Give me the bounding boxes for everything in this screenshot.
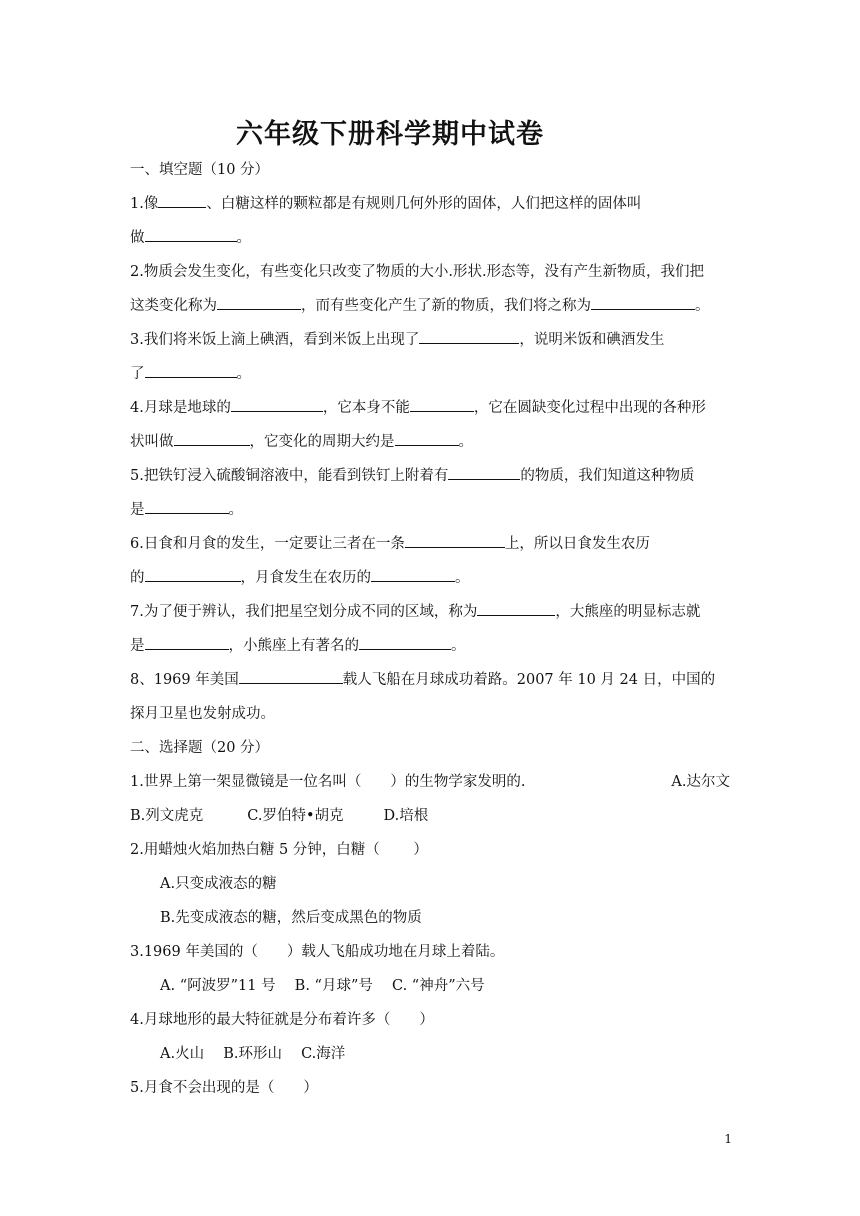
answer-blank[interactable] <box>395 431 459 446</box>
answer-blank[interactable] <box>158 193 206 208</box>
mc-question-4-options[interactable]: A.火山 B.环形山 C.海洋 <box>160 1046 346 1062</box>
answer-blank[interactable] <box>231 397 323 412</box>
answer-blank[interactable] <box>410 397 474 412</box>
option-c[interactable]: C.罗伯特•胡克 <box>247 808 344 824</box>
question-7-line-1: 7.为了便于辨认，我们把星空划分成不同的区域，称为 ，大熊座的明显标志就 <box>130 600 700 621</box>
question-5-line-2: 是 。 <box>130 498 243 519</box>
option-d[interactable]: D.培根 <box>383 808 429 824</box>
question-4-line-2: 状叫做 ，它变化的周期大约是 。 <box>130 430 473 451</box>
page-number: 1 <box>724 1132 732 1146</box>
answer-blank[interactable] <box>419 329 519 344</box>
question-3-line-1: 3.我们将米饭上滴上碘酒，看到米饭上出现了 ，说明米饭和碘酒发生 <box>130 328 730 349</box>
answer-blank[interactable] <box>359 635 451 650</box>
option-b[interactable]: B.列文虎克 <box>130 808 204 824</box>
answer-blank[interactable] <box>145 227 237 242</box>
answer-blank[interactable] <box>217 295 301 310</box>
mc-question-3-stem: 3.1969 年美国的（ ）载人飞船成功地在月球上着陆。 <box>130 944 505 960</box>
option-b[interactable]: B.先变成液态的糖，然后变成黑色的物质 <box>160 910 422 926</box>
question-8-line-1: 8、1969 年美国 载人飞船在月球成功着路。2007 年 10 月 24 日，中国的 <box>130 668 715 689</box>
question-6-line-1: 6.日食和月食的发生，一定要让三者在一条 上，所以日食发生农历 <box>130 532 730 553</box>
question-1-line-1: 1.像 、白糖这样的颗粒都是有规则几何外形的固体，人们把这样的固体叫 <box>130 192 730 213</box>
question-2-line-2: 这类变化称为 ，而有些变化产生了新的物质，我们将之称为 。 <box>130 294 710 315</box>
mc-question-5-stem: 5.月食不会出现的是（ ） <box>130 1080 318 1096</box>
question-4-line-1: 4.月球是地球的 ，它本身不能 ，它在圆缺变化过程中出现的各种形 <box>130 396 706 417</box>
section-heading-fill-blank: 一、填空题（10 分） <box>130 162 270 178</box>
mc-question-3-options[interactable]: A. “阿波罗”11 号 B. “月球”号 C. “神舟”六号 <box>160 978 485 994</box>
mc-question-2-stem: 2.用蜡烛火焰加热白糖 5 分钟，白糖（ ） <box>130 842 428 858</box>
page-title: 六年级下册科学期中试卷 <box>236 119 544 150</box>
question-2-line-1: 2.物质会发生变化，有些变化只改变了物质的大小.形状.形态等，没有产生新物质，我们把 <box>130 264 705 280</box>
answer-blank[interactable] <box>174 431 250 446</box>
question-6-line-2: 的 ，月食发生在农历的 。 <box>130 566 470 587</box>
answer-blank[interactable] <box>448 465 520 480</box>
question-7-line-2: 是 ，小熊座上有著名的 。 <box>130 634 466 655</box>
mc-question-1-line-2 <box>130 804 428 825</box>
answer-blank[interactable] <box>145 499 229 514</box>
question-3-line-2: 了 。 <box>130 362 251 383</box>
question-8-line-2: 探月卫星也发射成功。 <box>130 706 275 722</box>
answer-blank[interactable] <box>239 669 343 684</box>
section-heading-multiple-choice: 二、选择题（20 分） <box>130 740 270 756</box>
option-a[interactable]: A.达尔文 <box>671 774 730 790</box>
mc-question-4-stem: 4.月球地形的最大特征就是分布着许多（ ） <box>130 1012 434 1028</box>
answer-blank[interactable] <box>405 533 505 548</box>
answer-blank[interactable] <box>145 363 237 378</box>
mc-question-1-line-1: 1.世界上第一架显微镜是一位名叫（ ）的生物学家发明的. A.达尔文 <box>130 770 730 791</box>
question-5-line-1: 5.把铁钉浸入硫酸铜溶液中，能看到铁钉上附着有 的物质，我们知道这种物质 <box>130 464 694 485</box>
answer-blank[interactable] <box>145 567 241 582</box>
answer-blank[interactable] <box>145 635 229 650</box>
question-1-line-2: 做 。 <box>130 226 251 247</box>
answer-blank[interactable] <box>591 295 695 310</box>
option-a[interactable]: A.只变成液态的糖 <box>160 876 277 892</box>
answer-blank[interactable] <box>477 601 555 616</box>
answer-blank[interactable] <box>371 567 455 582</box>
